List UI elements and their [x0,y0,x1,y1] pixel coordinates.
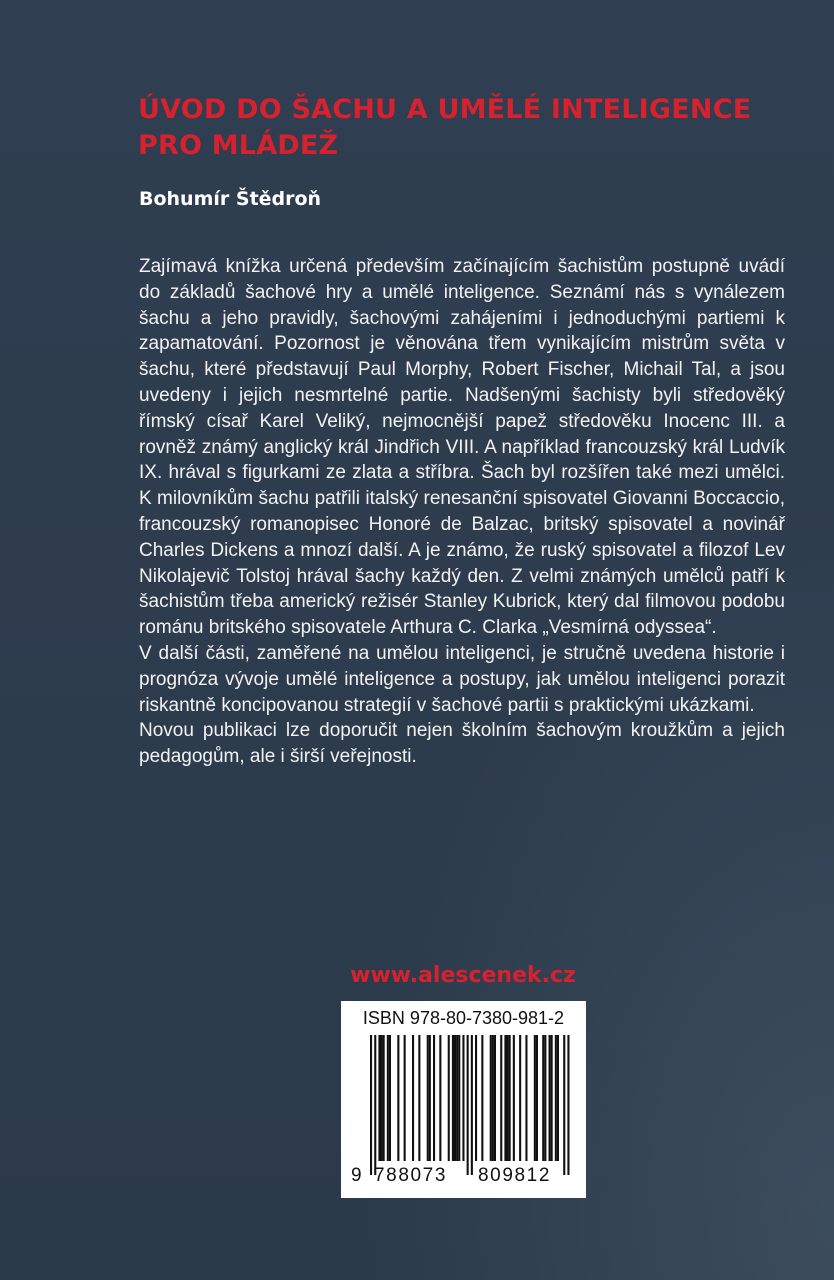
barcode-bar [454,1035,456,1161]
barcode-digits-right: 809812 [478,1165,552,1186]
barcode-bar [494,1035,496,1161]
book-author: Bohumír Štědroň [139,188,322,210]
blurb-paragraph-1: Zajímavá knížka určená především začínajícím šachistům postupně uvádí do základů šachové hry a umělé inteligence. Seznámí nás s vynálezem šachu a jeho pravidly, šachovými zahájeními i jednoduchými partiemi k zapamatování. Pozornost je věnována třem vynikajícím mistrům světa v šachu, které představují Paul Morphy, Robert Fischer, Michail Tal, a jsou uvedeny i jejich nesmrtelné partie. Nadšenými šachisty byli středověký římský císař Karel Veliký, nejmocnější papež středověku Inocenc III. a rovněž známý anglický král Jindřich VIII. A například francouzský král Ludvík IX. hrával s figurkami ze zlata a stříbra. Šach byl rozšířen také mezi umělci. K milovníkům šachu patřili italský renesanční spisovatel Giovanni Boccaccio, francouzský romanopisec Honoré de Balzac, britský spisovatel a novinář Charles Dickens a mnozí další. A je známo, že ruský spisovatel a filozof Lev Nikolajevič Tolstoj hrával šachy každý den. Z velmi známých umělců patří k šachistům třeba americký režisér Stanley Kubrick, který dal filmovou podobu románu britského spisovatele Arthura C. Clarka „Vesmírná odyssea“. [139,256,785,639]
barcode-bar [490,1035,492,1161]
barcode-bar [412,1035,414,1161]
barcode-bar [551,1035,553,1161]
barcode-digits-left: 788073 [374,1165,448,1186]
barcode-bar [418,1035,420,1161]
book-blurb [139,254,785,770]
barcode-bar [536,1035,538,1161]
barcode-bar [383,1035,385,1161]
publisher-website: www.alescenek.cz [350,963,576,988]
barcode-bar [448,1035,450,1161]
barcode-digit-lead: 9 [351,1165,364,1186]
barcode-bar [542,1035,544,1161]
barcode-bar [509,1035,511,1161]
barcode-bar [544,1035,546,1161]
book-title-line-2: PRO MLÁDEŽ [138,130,339,161]
barcode-bar [452,1035,454,1161]
barcode-bar [389,1035,391,1161]
barcode-bar [549,1035,551,1161]
barcode-bar [504,1035,506,1161]
barcode-bar [563,1035,565,1175]
barcode-bar [374,1035,376,1175]
isbn-label: ISBN 978-80-7380-981-2 [362,1008,565,1028]
barcode-bar [475,1035,477,1161]
barcode-bar [567,1035,569,1175]
barcode-bar [456,1035,458,1161]
barcode-bar [462,1035,464,1161]
barcode-bar [370,1035,372,1175]
book-title [138,92,778,164]
barcode-bar [467,1035,469,1175]
barcode-bar [429,1035,431,1161]
barcode-bar [492,1035,494,1161]
barcode-bar [404,1035,406,1161]
barcode-bar [433,1035,435,1161]
isbn-barcode [341,1001,586,1198]
barcode-bar [534,1035,536,1161]
blurb-paragraph-3: Novou publikaci lze doporučit nejen školním šachovým kroužkům a jejich pedagogům, ale i širší veřejnosti. [139,720,785,768]
blurb-paragraph-2: V další části, zaměřené na umělou inteligenci, je stručně uvedena historie i prognóza vývoje umělé inteligence a postupy, jak umělou inteligenci porazit riskantně koncipovanou strategií v šachové partii s praktickými ukázkami. [139,642,785,716]
barcode-bar [500,1035,502,1161]
barcode-bar [557,1035,559,1161]
barcode-bar [387,1035,389,1161]
barcode-bar [481,1035,483,1161]
barcode-bar [519,1035,521,1161]
barcode-bar [397,1035,399,1161]
barcode-bar [381,1035,383,1161]
barcode-bar [471,1035,473,1175]
barcode-bar [555,1035,557,1161]
book-title-line-1: ÚVOD DO ŠACHU A UMĚLÉ INTELIGENCE [138,94,752,125]
barcode-bar [378,1035,380,1161]
barcode-bar [427,1035,429,1161]
barcode-bar [507,1035,509,1161]
barcode-bar [525,1035,527,1161]
barcode-bar [513,1035,515,1161]
barcode-bar [439,1035,441,1161]
barcode-bar [458,1035,460,1161]
